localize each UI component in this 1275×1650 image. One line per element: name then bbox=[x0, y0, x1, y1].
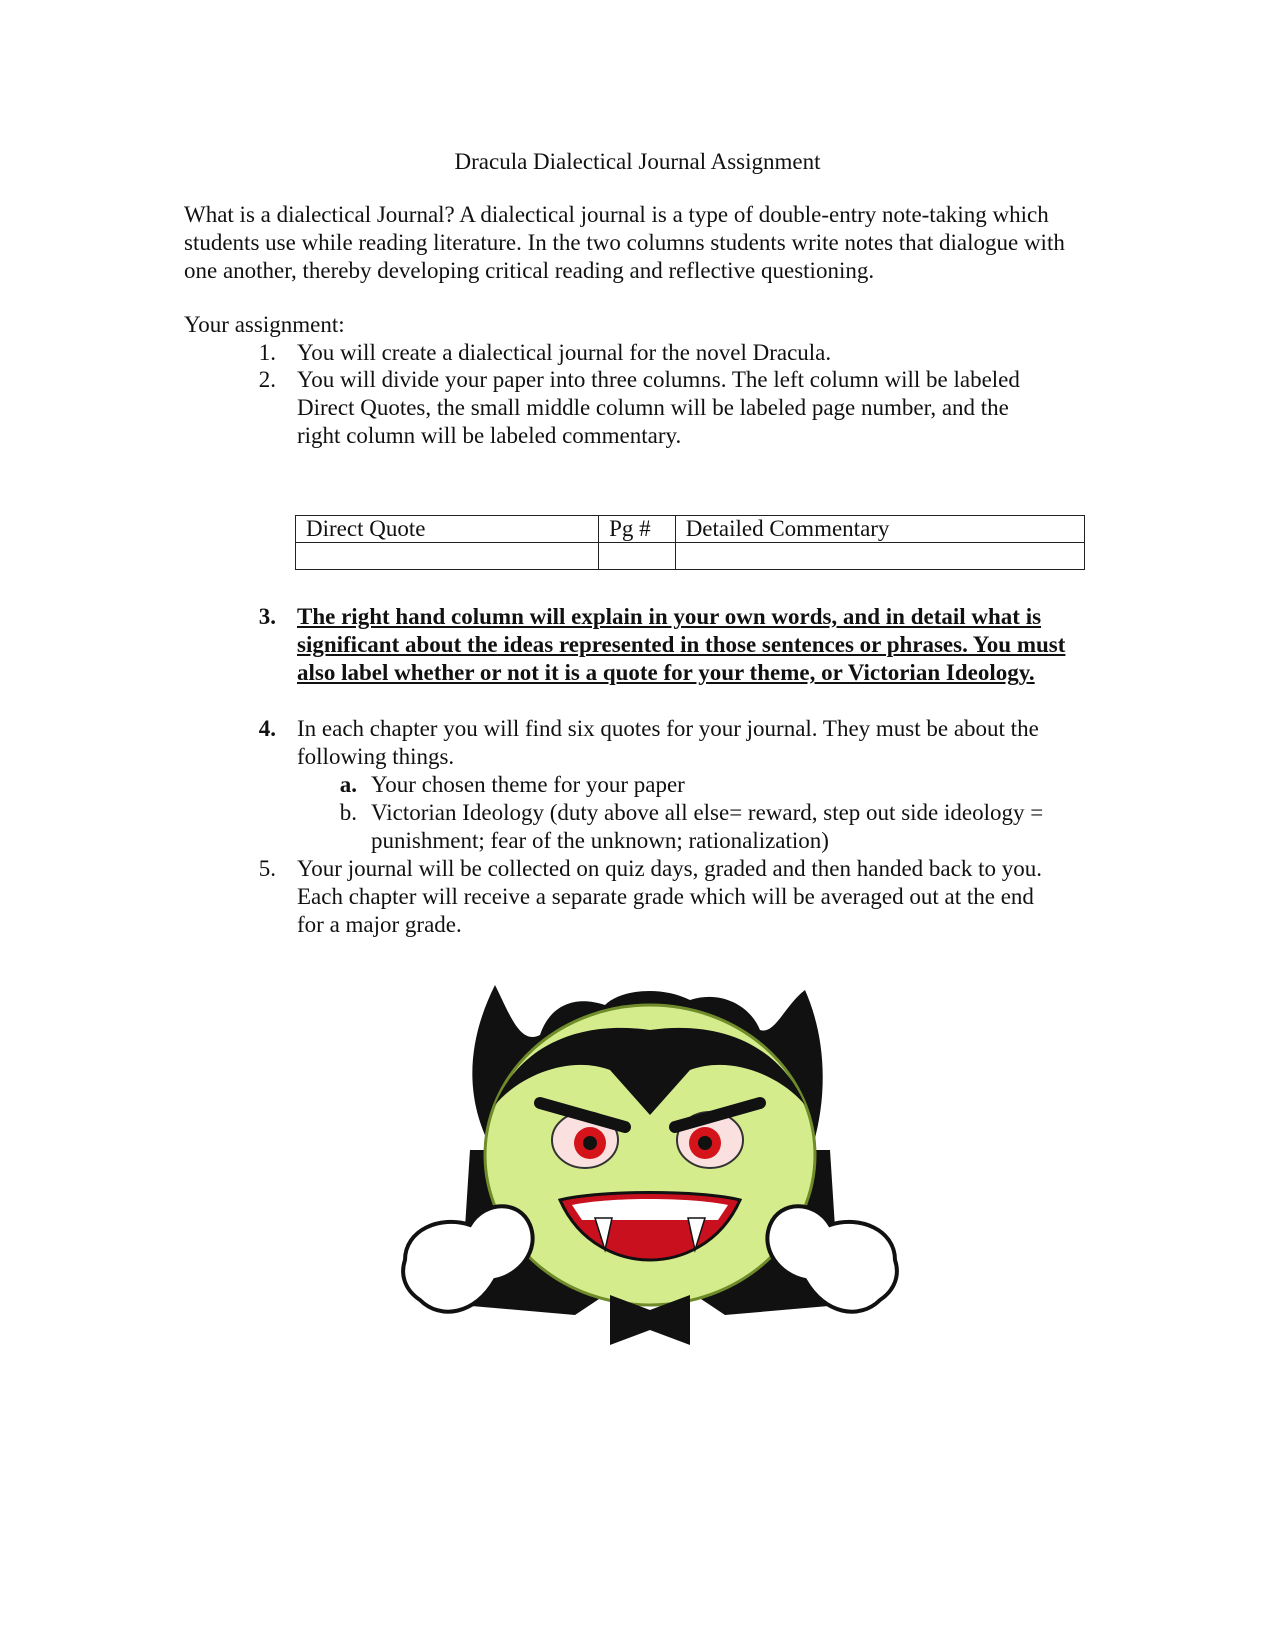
table-cell bbox=[296, 543, 599, 570]
subitem-letter: b. bbox=[339, 800, 357, 825]
subitem-letter: a. bbox=[339, 772, 357, 797]
item-number: 1. bbox=[258, 340, 276, 365]
table-cell bbox=[599, 543, 676, 570]
item-number: 4. bbox=[258, 716, 276, 741]
table-cell bbox=[675, 543, 1084, 570]
item-text: In each chapter you will find six quotes for your journal. They must be about the following things. bbox=[297, 716, 1039, 769]
table-empty-row bbox=[296, 543, 1085, 570]
right-pupil bbox=[698, 1136, 712, 1150]
item-number: 2. bbox=[258, 367, 276, 392]
assignment-heading: Your assignment: bbox=[184, 312, 345, 337]
journal-table bbox=[295, 515, 1085, 570]
subitem-text: Victorian Ideology (duty above all else= reward, step out side ideology = punishment; fear of the unknown; rationalization) bbox=[371, 800, 1044, 853]
table-header-direct-quote: Direct Quote bbox=[296, 516, 599, 543]
left-pupil bbox=[583, 1136, 597, 1150]
item-text-emphasis: The right hand column will explain in your own words, and in detail what is significant about the ideas represented in those sentences or phrases. You must also label whether or not it is a quote for your theme, or Victorian Ideology. bbox=[297, 604, 1066, 685]
vampire-cartoon-icon bbox=[400, 975, 900, 1365]
table-header-row bbox=[296, 516, 1085, 543]
table-header-page: Pg # bbox=[599, 516, 676, 543]
subitem-text: Your chosen theme for your paper bbox=[371, 772, 685, 797]
document-title: Dracula Dialectical Journal Assignment bbox=[454, 149, 821, 174]
item-text: You will divide your paper into three columns. The left column will be labeled Direct Quotes, the small middle column will be labeled page number, and the right column will be labeled commentary. bbox=[297, 367, 1020, 448]
table-header-commentary: Detailed Commentary bbox=[675, 516, 1084, 543]
intro-paragraph: What is a dialectical Journal? A dialectical journal is a type of double-entry note-taking which students use while reading literature. In the two columns students write notes that dialogue with one another, thereby developing critical reading and reflective questioning. bbox=[184, 202, 1065, 283]
item-text: Your journal will be collected on quiz days, graded and then handed back to you. Each chapter will receive a separate grade which will be averaged out at the end for a major grade. bbox=[297, 856, 1042, 937]
item-number: 5. bbox=[258, 856, 276, 881]
item-text: You will create a dialectical journal for the novel Dracula. bbox=[297, 340, 832, 365]
item-number: 3. bbox=[258, 604, 276, 629]
teeth bbox=[572, 1199, 728, 1220]
